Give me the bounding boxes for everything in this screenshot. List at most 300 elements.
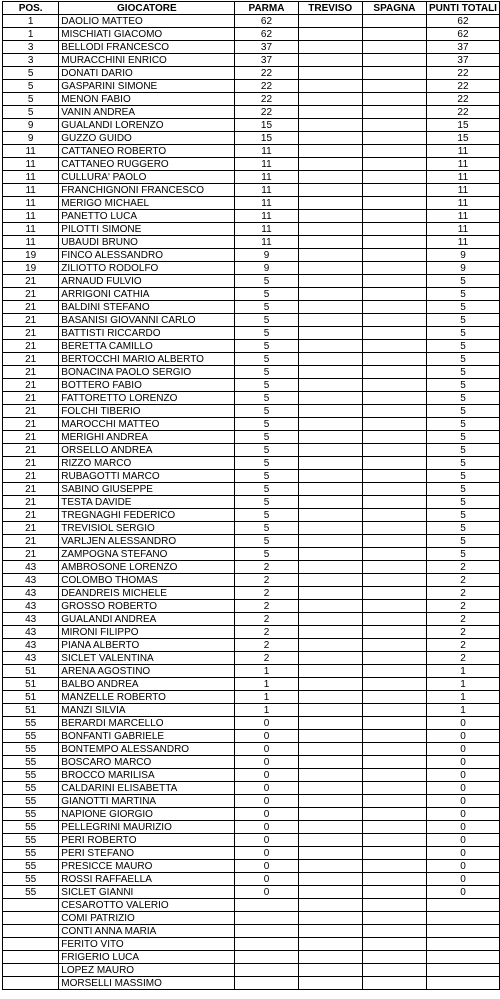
spagna-cell [362, 808, 426, 821]
player-cell: BONACINA PAOLO SERGIO [59, 366, 235, 379]
standings-body [3, 15, 500, 990]
pos-cell: 5 [3, 106, 59, 119]
treviso-cell [298, 379, 362, 392]
player-cell: ROSSI RAFFAELLA [59, 873, 235, 886]
spagna-cell [362, 535, 426, 548]
parma-cell: 0 [235, 769, 298, 782]
player-cell: DEANDREIS MICHELE [59, 587, 235, 600]
table-row [3, 899, 500, 912]
table-row [3, 197, 500, 210]
pos-cell: 21 [3, 457, 59, 470]
spagna-cell [362, 652, 426, 665]
treviso-cell [298, 80, 362, 93]
pos-cell: 21 [3, 509, 59, 522]
parma-cell: 5 [235, 353, 298, 366]
table-row [3, 275, 500, 288]
total-cell: 9 [426, 249, 499, 262]
spagna-cell [362, 54, 426, 67]
header-spagna: SPAGNA [362, 2, 426, 15]
treviso-cell [298, 925, 362, 938]
table-row [3, 93, 500, 106]
treviso-cell [298, 522, 362, 535]
spagna-cell [362, 444, 426, 457]
spagna-cell [362, 366, 426, 379]
total-cell: 0 [426, 743, 499, 756]
player-cell: MISCHIATI GIACOMO [59, 28, 235, 41]
spagna-cell [362, 522, 426, 535]
treviso-cell [298, 496, 362, 509]
header-treviso: TREVISO [298, 2, 362, 15]
pos-cell: 43 [3, 652, 59, 665]
table-row [3, 470, 500, 483]
pos-cell: 21 [3, 483, 59, 496]
player-cell: SICLET VALENTINA [59, 652, 235, 665]
table-row [3, 873, 500, 886]
pos-cell: 11 [3, 210, 59, 223]
player-cell: MIRONI FILIPPO [59, 626, 235, 639]
parma-cell: 0 [235, 860, 298, 873]
table-row [3, 665, 500, 678]
total-cell: 62 [426, 28, 499, 41]
total-cell: 0 [426, 782, 499, 795]
pos-cell: 21 [3, 535, 59, 548]
spagna-cell [362, 379, 426, 392]
player-cell: BERARDI MARCELLO [59, 717, 235, 730]
pos-cell: 21 [3, 522, 59, 535]
pos-cell: 5 [3, 80, 59, 93]
pos-cell: 5 [3, 93, 59, 106]
spagna-cell [362, 67, 426, 80]
player-cell: TREGNAGHI FEDERICO [59, 509, 235, 522]
treviso-cell [298, 470, 362, 483]
pos-cell: 55 [3, 756, 59, 769]
player-cell: TREVISIOL SERGIO [59, 522, 235, 535]
pos-cell: 55 [3, 717, 59, 730]
spagna-cell [362, 665, 426, 678]
table-row [3, 938, 500, 951]
player-cell: BONTEMPO ALESSANDRO [59, 743, 235, 756]
total-cell: 0 [426, 886, 499, 899]
treviso-cell [298, 691, 362, 704]
total-cell: 5 [426, 275, 499, 288]
spagna-cell [362, 80, 426, 93]
treviso-cell [298, 704, 362, 717]
pos-cell: 43 [3, 574, 59, 587]
pos-cell [3, 899, 59, 912]
table-row [3, 288, 500, 301]
total-cell: 11 [426, 210, 499, 223]
player-cell: ARRIGONI CATHIA [59, 288, 235, 301]
treviso-cell [298, 613, 362, 626]
table-row [3, 457, 500, 470]
pos-cell: 3 [3, 41, 59, 54]
parma-cell: 5 [235, 275, 298, 288]
spagna-cell [362, 847, 426, 860]
treviso-cell [298, 561, 362, 574]
table-row [3, 54, 500, 67]
parma-cell: 0 [235, 756, 298, 769]
pos-cell: 21 [3, 496, 59, 509]
treviso-cell [298, 626, 362, 639]
spagna-cell [362, 262, 426, 275]
table-row [3, 834, 500, 847]
player-cell: ARENA AGOSTINO [59, 665, 235, 678]
table-row [3, 704, 500, 717]
treviso-cell [298, 964, 362, 977]
pos-cell: 9 [3, 132, 59, 145]
pos-cell: 11 [3, 197, 59, 210]
table-row [3, 236, 500, 249]
spagna-cell [362, 184, 426, 197]
parma-cell [235, 925, 298, 938]
total-cell: 5 [426, 535, 499, 548]
total-cell [426, 899, 499, 912]
parma-cell: 5 [235, 431, 298, 444]
total-cell [426, 977, 499, 990]
total-cell: 9 [426, 262, 499, 275]
treviso-cell [298, 977, 362, 990]
table-row [3, 353, 500, 366]
spagna-cell [362, 405, 426, 418]
pos-cell: 55 [3, 821, 59, 834]
treviso-cell [298, 132, 362, 145]
player-cell: MERIGO MICHAEL [59, 197, 235, 210]
spagna-cell [362, 782, 426, 795]
spagna-cell [362, 223, 426, 236]
treviso-cell [298, 54, 362, 67]
total-cell: 0 [426, 756, 499, 769]
table-row [3, 171, 500, 184]
total-cell: 15 [426, 132, 499, 145]
player-cell: CULLURA' PAOLO [59, 171, 235, 184]
parma-cell: 2 [235, 561, 298, 574]
player-cell: FRIGERIO LUCA [59, 951, 235, 964]
table-row [3, 574, 500, 587]
table-row [3, 327, 500, 340]
total-cell: 1 [426, 665, 499, 678]
treviso-cell [298, 782, 362, 795]
pos-cell: 11 [3, 184, 59, 197]
player-cell: PRESICCE MAURO [59, 860, 235, 873]
parma-cell: 5 [235, 470, 298, 483]
total-cell: 11 [426, 197, 499, 210]
total-cell: 11 [426, 236, 499, 249]
player-cell: DONATI DARIO [59, 67, 235, 80]
header-total: PUNTI TOTALI [426, 2, 499, 15]
parma-cell: 2 [235, 600, 298, 613]
table-row [3, 912, 500, 925]
total-cell: 2 [426, 626, 499, 639]
spagna-cell [362, 28, 426, 41]
pos-cell: 21 [3, 327, 59, 340]
parma-cell [235, 899, 298, 912]
table-row [3, 249, 500, 262]
pos-cell [3, 912, 59, 925]
spagna-cell [362, 587, 426, 600]
total-cell: 5 [426, 548, 499, 561]
pos-cell: 21 [3, 379, 59, 392]
player-cell: BALDINI STEFANO [59, 301, 235, 314]
player-cell: COMI PATRIZIO [59, 912, 235, 925]
treviso-cell [298, 808, 362, 821]
player-cell: CESAROTTO VALERIO [59, 899, 235, 912]
parma-cell: 1 [235, 678, 298, 691]
player-cell: RIZZO MARCO [59, 457, 235, 470]
player-cell: GUALANDI ANDREA [59, 613, 235, 626]
parma-cell: 0 [235, 743, 298, 756]
spagna-cell [362, 197, 426, 210]
spagna-cell [362, 171, 426, 184]
treviso-cell [298, 28, 362, 41]
total-cell: 2 [426, 574, 499, 587]
player-cell: SICLET GIANNI [59, 886, 235, 899]
total-cell: 22 [426, 106, 499, 119]
total-cell: 0 [426, 808, 499, 821]
spagna-cell [362, 938, 426, 951]
treviso-cell [298, 509, 362, 522]
total-cell: 0 [426, 847, 499, 860]
total-cell: 5 [426, 366, 499, 379]
parma-cell: 5 [235, 392, 298, 405]
spagna-cell [362, 691, 426, 704]
treviso-cell [298, 327, 362, 340]
total-cell: 5 [426, 431, 499, 444]
treviso-cell [298, 535, 362, 548]
pos-cell: 11 [3, 236, 59, 249]
table-row [3, 860, 500, 873]
parma-cell: 2 [235, 587, 298, 600]
table-row [3, 522, 500, 535]
table-row [3, 301, 500, 314]
table-row [3, 652, 500, 665]
spagna-cell [362, 483, 426, 496]
parma-cell: 62 [235, 15, 298, 28]
treviso-cell [298, 366, 362, 379]
spagna-cell [362, 353, 426, 366]
total-cell: 0 [426, 873, 499, 886]
table-row [3, 626, 500, 639]
pos-cell: 21 [3, 444, 59, 457]
total-cell [426, 951, 499, 964]
table-row [3, 717, 500, 730]
player-cell: MURACCHINI ENRICO [59, 54, 235, 67]
parma-cell: 15 [235, 119, 298, 132]
parma-cell: 11 [235, 184, 298, 197]
treviso-cell [298, 886, 362, 899]
pos-cell: 11 [3, 223, 59, 236]
parma-cell: 37 [235, 41, 298, 54]
table-row [3, 145, 500, 158]
treviso-cell [298, 236, 362, 249]
table-row [3, 847, 500, 860]
parma-cell: 1 [235, 704, 298, 717]
player-cell: GASPARINI SIMONE [59, 80, 235, 93]
pos-cell: 55 [3, 782, 59, 795]
parma-cell: 5 [235, 314, 298, 327]
table-row [3, 431, 500, 444]
player-cell: FOLCHI TIBERIO [59, 405, 235, 418]
pos-cell: 21 [3, 275, 59, 288]
player-cell: CONTI ANNA MARIA [59, 925, 235, 938]
parma-cell: 0 [235, 717, 298, 730]
spagna-cell [362, 899, 426, 912]
treviso-cell [298, 145, 362, 158]
total-cell: 1 [426, 691, 499, 704]
total-cell [426, 912, 499, 925]
total-cell: 2 [426, 600, 499, 613]
treviso-cell [298, 951, 362, 964]
parma-cell: 5 [235, 522, 298, 535]
spagna-cell [362, 145, 426, 158]
spagna-cell [362, 15, 426, 28]
parma-cell: 5 [235, 457, 298, 470]
player-cell: VANIN ANDREA [59, 106, 235, 119]
table-row [3, 106, 500, 119]
spagna-cell [362, 392, 426, 405]
header-row [3, 2, 500, 15]
spagna-cell [362, 600, 426, 613]
player-cell: MORSELLI MASSIMO [59, 977, 235, 990]
total-cell [426, 964, 499, 977]
parma-cell: 5 [235, 288, 298, 301]
pos-cell: 21 [3, 418, 59, 431]
spagna-cell [362, 470, 426, 483]
spagna-cell [362, 249, 426, 262]
spagna-cell [362, 418, 426, 431]
total-cell: 5 [426, 444, 499, 457]
total-cell: 5 [426, 509, 499, 522]
parma-cell: 5 [235, 418, 298, 431]
spagna-cell [362, 548, 426, 561]
total-cell: 5 [426, 496, 499, 509]
table-row [3, 925, 500, 938]
treviso-cell [298, 912, 362, 925]
player-cell: PIANA ALBERTO [59, 639, 235, 652]
table-row [3, 769, 500, 782]
parma-cell [235, 912, 298, 925]
treviso-cell [298, 574, 362, 587]
pos-cell: 3 [3, 54, 59, 67]
spagna-cell [362, 951, 426, 964]
pos-cell [3, 977, 59, 990]
parma-cell: 0 [235, 847, 298, 860]
total-cell: 0 [426, 834, 499, 847]
total-cell: 11 [426, 223, 499, 236]
player-cell: GROSSO ROBERTO [59, 600, 235, 613]
player-cell: MANZELLE ROBERTO [59, 691, 235, 704]
pos-cell: 21 [3, 431, 59, 444]
table-row [3, 184, 500, 197]
treviso-cell [298, 587, 362, 600]
parma-cell: 0 [235, 834, 298, 847]
parma-cell: 1 [235, 691, 298, 704]
parma-cell: 5 [235, 340, 298, 353]
table-row [3, 119, 500, 132]
parma-cell: 2 [235, 613, 298, 626]
treviso-cell [298, 275, 362, 288]
pos-cell: 43 [3, 613, 59, 626]
total-cell: 5 [426, 314, 499, 327]
player-cell: BONFANTI GABRIELE [59, 730, 235, 743]
parma-cell: 2 [235, 652, 298, 665]
parma-cell: 0 [235, 821, 298, 834]
pos-cell: 5 [3, 67, 59, 80]
spagna-cell [362, 704, 426, 717]
treviso-cell [298, 652, 362, 665]
parma-cell: 37 [235, 54, 298, 67]
total-cell: 5 [426, 418, 499, 431]
table-row [3, 483, 500, 496]
spagna-cell [362, 288, 426, 301]
table-row [3, 678, 500, 691]
total-cell: 0 [426, 769, 499, 782]
player-cell: GUALANDI LORENZO [59, 119, 235, 132]
player-cell: ARNAUD FULVIO [59, 275, 235, 288]
spagna-cell [362, 613, 426, 626]
table-row [3, 80, 500, 93]
parma-cell: 22 [235, 106, 298, 119]
pos-cell: 55 [3, 730, 59, 743]
total-cell: 11 [426, 145, 499, 158]
player-cell: BROCCO MARILISA [59, 769, 235, 782]
table-row [3, 886, 500, 899]
total-cell: 11 [426, 158, 499, 171]
parma-cell: 62 [235, 28, 298, 41]
pos-cell: 21 [3, 470, 59, 483]
spagna-cell [362, 561, 426, 574]
table-row [3, 41, 500, 54]
parma-cell: 0 [235, 873, 298, 886]
treviso-cell [298, 444, 362, 457]
total-cell: 37 [426, 41, 499, 54]
spagna-cell [362, 496, 426, 509]
spagna-cell [362, 301, 426, 314]
parma-cell: 11 [235, 210, 298, 223]
table-row [3, 782, 500, 795]
pos-cell: 55 [3, 873, 59, 886]
spagna-cell [362, 834, 426, 847]
spagna-cell [362, 119, 426, 132]
pos-cell: 11 [3, 158, 59, 171]
table-row [3, 379, 500, 392]
total-cell: 1 [426, 704, 499, 717]
treviso-cell [298, 873, 362, 886]
spagna-cell [362, 756, 426, 769]
total-cell: 5 [426, 483, 499, 496]
table-row [3, 548, 500, 561]
treviso-cell [298, 834, 362, 847]
spagna-cell [362, 626, 426, 639]
player-cell: MAROCCHI MATTEO [59, 418, 235, 431]
player-cell: VARLJEN ALESSANDRO [59, 535, 235, 548]
table-row [3, 821, 500, 834]
spagna-cell [362, 821, 426, 834]
pos-cell: 43 [3, 639, 59, 652]
treviso-cell [298, 158, 362, 171]
table-row [3, 210, 500, 223]
parma-cell: 5 [235, 496, 298, 509]
table-row [3, 587, 500, 600]
treviso-cell [298, 821, 362, 834]
table-row [3, 392, 500, 405]
table-row [3, 743, 500, 756]
player-cell: CALDARINI ELISABETTA [59, 782, 235, 795]
pos-cell: 55 [3, 886, 59, 899]
parma-cell: 9 [235, 249, 298, 262]
pos-cell: 21 [3, 405, 59, 418]
pos-cell: 11 [3, 171, 59, 184]
player-cell: UBAUDI BRUNO [59, 236, 235, 249]
